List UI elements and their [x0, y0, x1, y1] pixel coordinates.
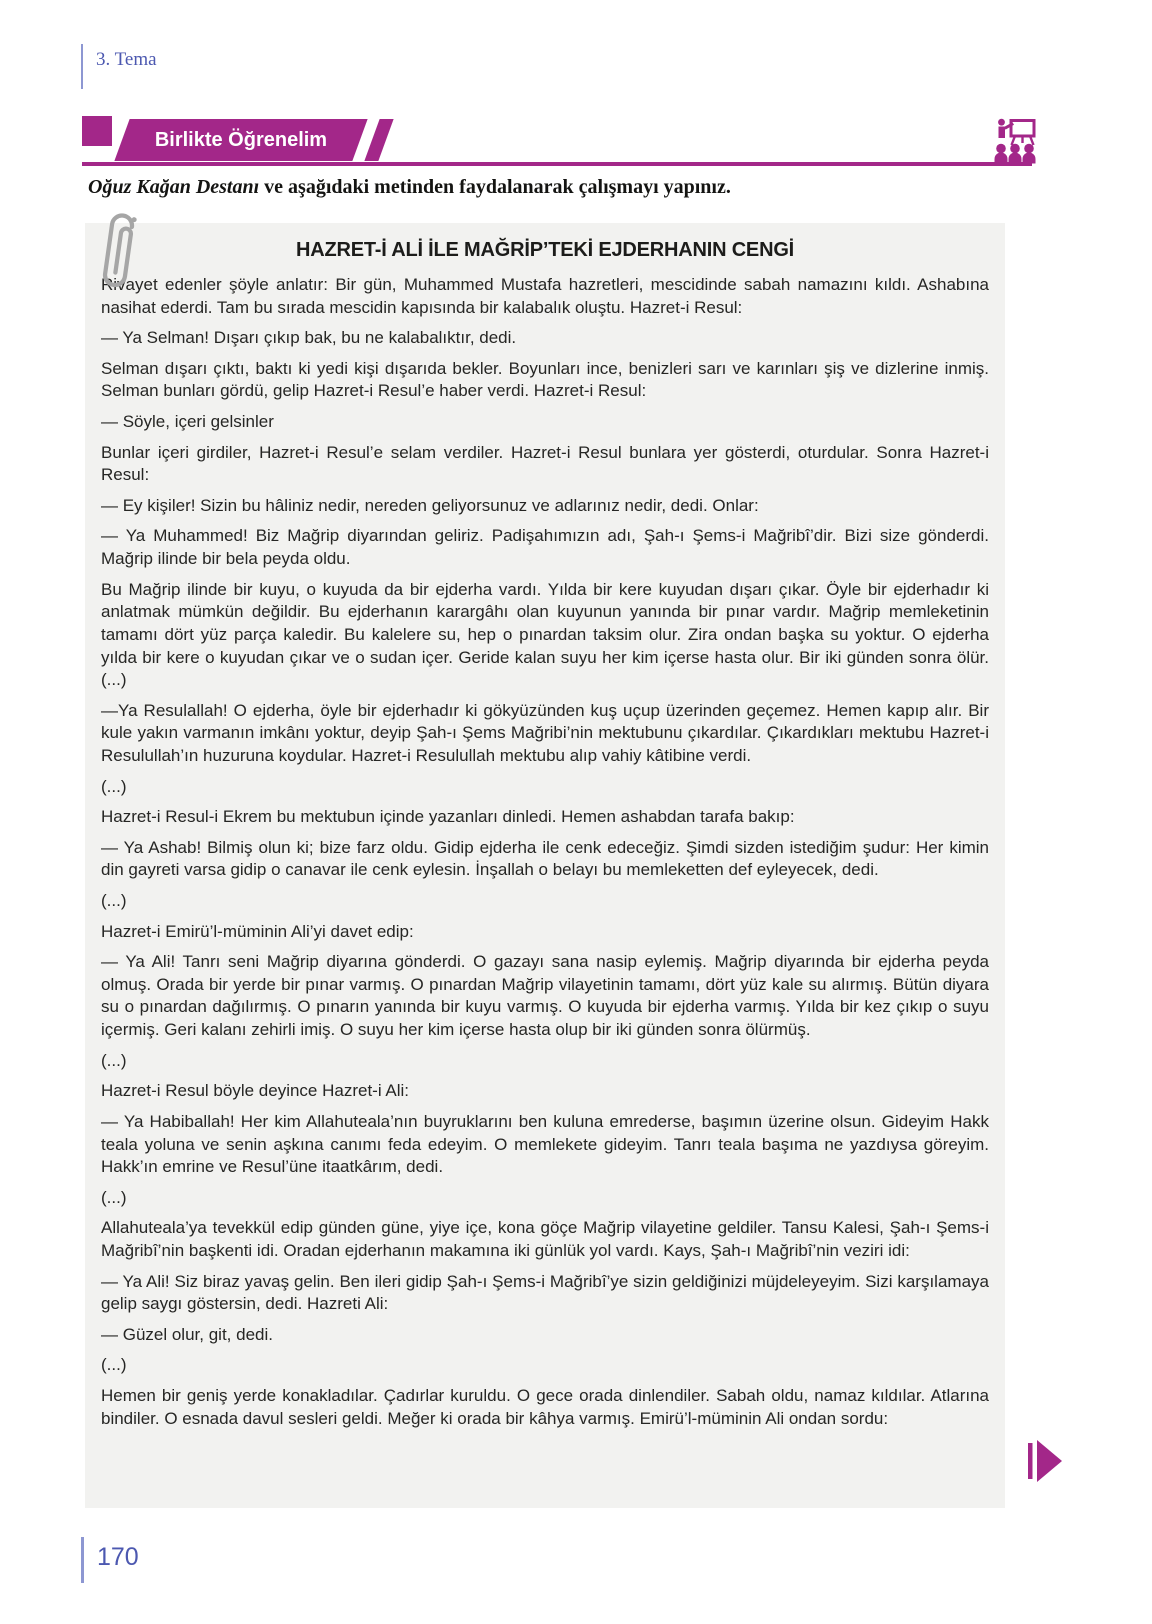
reading-title: HAZRET-İ ALİ İLE MAĞRİP’TEKİ EJDERHANIN CENGİ [295, 239, 795, 261]
paragraph: — Ya Ali! Tanrı seni Mağrip diyarına gönderdi. O gazayı sana nasip eylemiş. Mağrip diyarında bir ejderha peyda olmuş. Orada bir yerde bir pınar varmış. O pınardan Mağrip vilayetinin tamamı, dört yüz kale su alırmış. Bütün diyara su o pınardan dağılırmış. O pınarın yanında bir kuyu varmış. O kuyuda bir ejderha varmış. Yılda bir kez çıkıp o suyu içermiş. Geri kalanı zehirli imiş. O suyu her kim içerse hasta olup bir iki günden sonra ölürmüş. [101, 952, 989, 1040]
paragraph: Allahuteala’ya tevekkül edip günden güne, yiye içe, kona göçe Mağrip vilayetine geldiler. Tansu Kalesi, Şah-ı Şems-i Mağribî’nin başkenti idi. Oradan ejderhanın makamına iki günlük yol vardı. Kays, Şah-ı Mağribî’nin veziri idi: [101, 1218, 989, 1260]
paragraph: — Güzel olur, git, dedi. [101, 1324, 273, 1344]
paragraph: — Ey kişiler! Sizin bu hâliniz nedir, nereden geliyorsunuz ve adlarınız nedir, dedi. Onlar: [101, 495, 759, 515]
reading-box [85, 223, 1005, 1508]
paragraph: (...) [101, 891, 127, 911]
paragraph: (...) [101, 1187, 127, 1207]
paragraph: — Ya Ashab! Bilmiş olun ki; bize farz oldu. Gidip ejderha ile cenk edeceğiz. Şimdi sizden istediğim şudur: Her kimin din gayreti varsa gidip o canavar ile cenk eylesin. İnşallah o belayı bu memleketten def eyleyecek, dedi. [101, 837, 989, 880]
paragraph: — Ya Habiballah! Her kim Allahuteala’nın buyruklarını ben kuluna emrederse, başımın üzerine olsun. Gideyim Hakk teala yoluna ve senin aşkına canımı feda edeyim. O memlekete gideyim. Tanrı teala başıma ne yazdıysa göreyim. Hakk’ın emrine ve Resul’üne itaatkârım, dedi. [101, 1111, 989, 1177]
paragraph: Hazret-i Emirü’l-müminin Ali’yi davet edip: [101, 921, 414, 941]
paragraph: Hemen bir geniş yerde konakladılar. Çadırlar kuruldu. O gece orada dinlendiler. Sabah oldu, namaz kıldılar. Atlarına bindiler. O esnada davul sesleri geldi. Meğer ki orada bir kâhya varmış. Emirü’l-müminin Ali ondan sordu: [101, 1385, 989, 1428]
continuation-arrow-icon [1028, 1440, 1064, 1482]
paragraph: — Ya Selman! Dışarı çıkıp bak, bu ne kalabalıktır, dedi. [101, 328, 517, 348]
banner-rule [82, 162, 1032, 166]
banner-tail [364, 119, 393, 161]
banner-chip [82, 116, 112, 146]
paragraph: Bu Mağrip ilinde bir kuyu, o kuyuda da bir ejderha vardı. Yılda bir kere kuyudan dışarı çıkar. Öyle bir ejderhadır ki anlatmak mümkün değildir. Bu ejderhanın karargâhı olan kuyunun yanında bir pınar vardır. Mağrip memleketinin tamamı dört yüz parça kaledir. Bu kalelere su, hep o pınardan taksim olur. Zira ondan başka su yoktur. O ejderha yılda bir kere o kuyudan çıkar ve o sudan içer. Geride kalan suyu her kim içerse hasta olur. Bir iki günden sonra ölür. (...) [101, 579, 989, 690]
classroom-presentation-icon [993, 118, 1037, 164]
section-banner [114, 119, 367, 161]
theme-label: 3. Tema [96, 49, 157, 70]
instruction-work-title: Oğuz Kağan Destanı [88, 176, 260, 198]
paragraph: — Söyle, içeri gelsinler [101, 412, 274, 432]
paragraph: Hazret-i Resul böyle deyince Hazret-i Ali: [101, 1081, 410, 1101]
paragraph: Selman dışarı çıktı, baktı ki yedi kişi dışarıda bekler. Boyunları ince, benizleri sarı ve karınları şiş ve dizlerine inmiş. Selman bunları gördü, gelip Hazret-i Resul’e haber verdi. Hazret-i Resul: [101, 358, 989, 401]
paragraph: Bunlar içeri girdiler, Hazret-i Resul’e selam verdiler. Hazret-i Resul bunlara yer gösterdi, oturdular. Sonra Hazret-i Resul: [101, 442, 989, 485]
paragraph: Hazret-i Resul-i Ekrem bu mektubun içinde yazanları dinledi. Hemen ashabdan tarafa bakıp: [101, 807, 795, 827]
instruction-line [88, 176, 1028, 199]
paragraph: —Ya Resulallah! O ejderha, öyle bir ejderhadır ki gökyüzünden kuş uçup üzerinden geçemez. Hemen kapıp alır. Bir kule yakın varmanın imkânı yoktur, deyip Şah-ı Şems Mağribi’nin mektubunu çıkardılar. Çıkardıkları mektubu Hazret-i Resulullah’ın huzuruna koydular. Hazret-i Resulullah mektubu alıp vahiy kâtibine verdi. [101, 700, 989, 765]
section-banner-label: Birlikte Öğrenelim [154, 128, 328, 151]
page-number-divider [81, 1537, 84, 1583]
paragraph: (...) [101, 1050, 127, 1070]
theme-divider [81, 44, 83, 89]
paragraph: Rivayet edenler şöyle anlatır: Bir gün, Muhammed Mustafa hazretleri, mescidinde sabah namazını kıldı. Ashabına nasihat ederdi. Tam bu sırada mescidin kapısında bir kalabalık oluştu. Hazret-i Resul: [101, 275, 989, 317]
instruction-text: ve aşağıdaki metinden faydalanarak çalışmayı yapınız. [259, 176, 731, 198]
paragraph: — Ya Ali! Siz biraz yavaş gelin. Ben ileri gidip Şah-ı Şems-i Mağribî’ye sizin geldiğinizi müjdeleyeyim. Sizi karşılamaya gelip saygı göstersin, dedi. Hazreti Ali: [101, 1271, 989, 1314]
paragraph: (...) [101, 776, 127, 796]
paragraph: — Ya Muhammed! Biz Mağrip diyarından geliriz. Padişahımızın adı, Şah-ı Şems-i Mağribî’dir. Bizi size gönderdi. Mağrip ilinde bir bela peyda oldu. [101, 526, 989, 569]
paragraph: (...) [101, 1355, 127, 1375]
page-number: 170 [97, 1543, 139, 1571]
